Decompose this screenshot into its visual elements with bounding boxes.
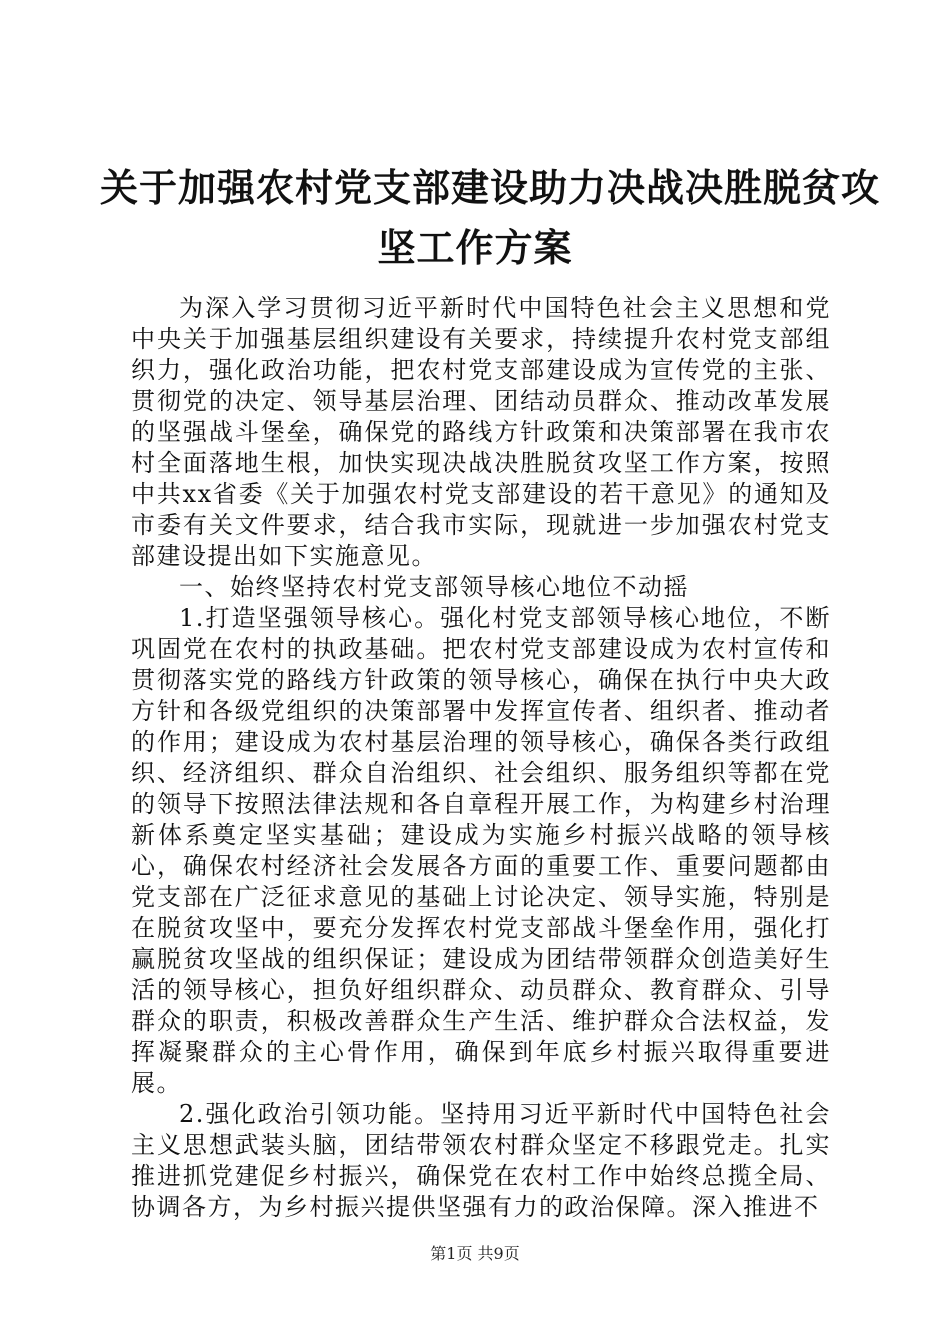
page-footer	[0, 1241, 950, 1264]
intro-paragraph: 为深入学习贯彻习近平新时代中国特色社会主义思想和党中央关于加强基层组织建设有关要求，持续提升农村党支部组织力，强化政治功能，把农村党支部建设成为宣传党的主张、贯彻党的决定、领导基层治理、团结动员群众、推动改革发展的坚强战斗堡垒，确保党的路线方针政策和决策部署在我市农村全面落地生根，加快实现决战决胜脱贫攻坚工作方案，按照中共xx省委《关于加强农村党支部建设的若干意见》的通知及市委有关文件要求，结合我市实际，现就进一步加强农村党支部建设提出如下实施意见。	[131, 294, 831, 570]
item-paragraph-2: 2.强化政治引领功能。坚持用习近平新时代中国特色社会主义思想武装头脑，团结带领农村群众坚定不移跟党走。扎实推进抓党建促乡村振兴，确保党在农村工作中始终总揽全局、协调各方，为乡村振兴提供坚强有力的政治保障。深入推进不	[131, 1100, 831, 1221]
item-paragraph-1: 1.打造坚强领导核心。强化村党支部领导核心地位，不断巩固党在农村的执政基础。把农村党支部建设成为农村宣传和贯彻落实党的路线方针政策的领导核心，确保在执行中央大政方针和各级党组织的决策部署中发挥宣传者、组织者、推动者的作用；建设成为农村基层治理的领导核心，确保各类行政组织、经济组织、群众自治组织、社会组织、服务组织等都在党的领导下按照法律法规和各自章程开展工作，为构建乡村治理新体系奠定坚实基础；建设成为实施乡村振兴战略的领导核心，确保农村经济社会发展各方面的重要工作、重要问题都由党支部在广泛征求意见的基础上讨论决定、领导实施，特别是在脱贫攻坚中，要充分发挥农村党支部战斗堡垒作用，强化打赢脱贫攻坚战的组织保证；建设成为团结带领群众创造美好生活的领导核心，担负好组织群众、动员群众、教育群众、引导群众的职责，积极改善群众生产生活、维护群众合法权益，发挥凝聚群众的主心骨作用，确保到年底乡村振兴取得重要进展。	[131, 604, 831, 1097]
page-number: 第1页 共9页	[430, 1244, 520, 1263]
title-line-2: 坚工作方案	[377, 225, 573, 270]
section-heading-1: 一、始终坚持农村党支部领导核心地位不动摇	[179, 573, 689, 601]
title-line-1: 关于加强农村党支部建设助力决战决胜脱贫攻	[100, 165, 881, 210]
document-title	[100, 158, 881, 278]
document-body	[131, 293, 831, 1223]
